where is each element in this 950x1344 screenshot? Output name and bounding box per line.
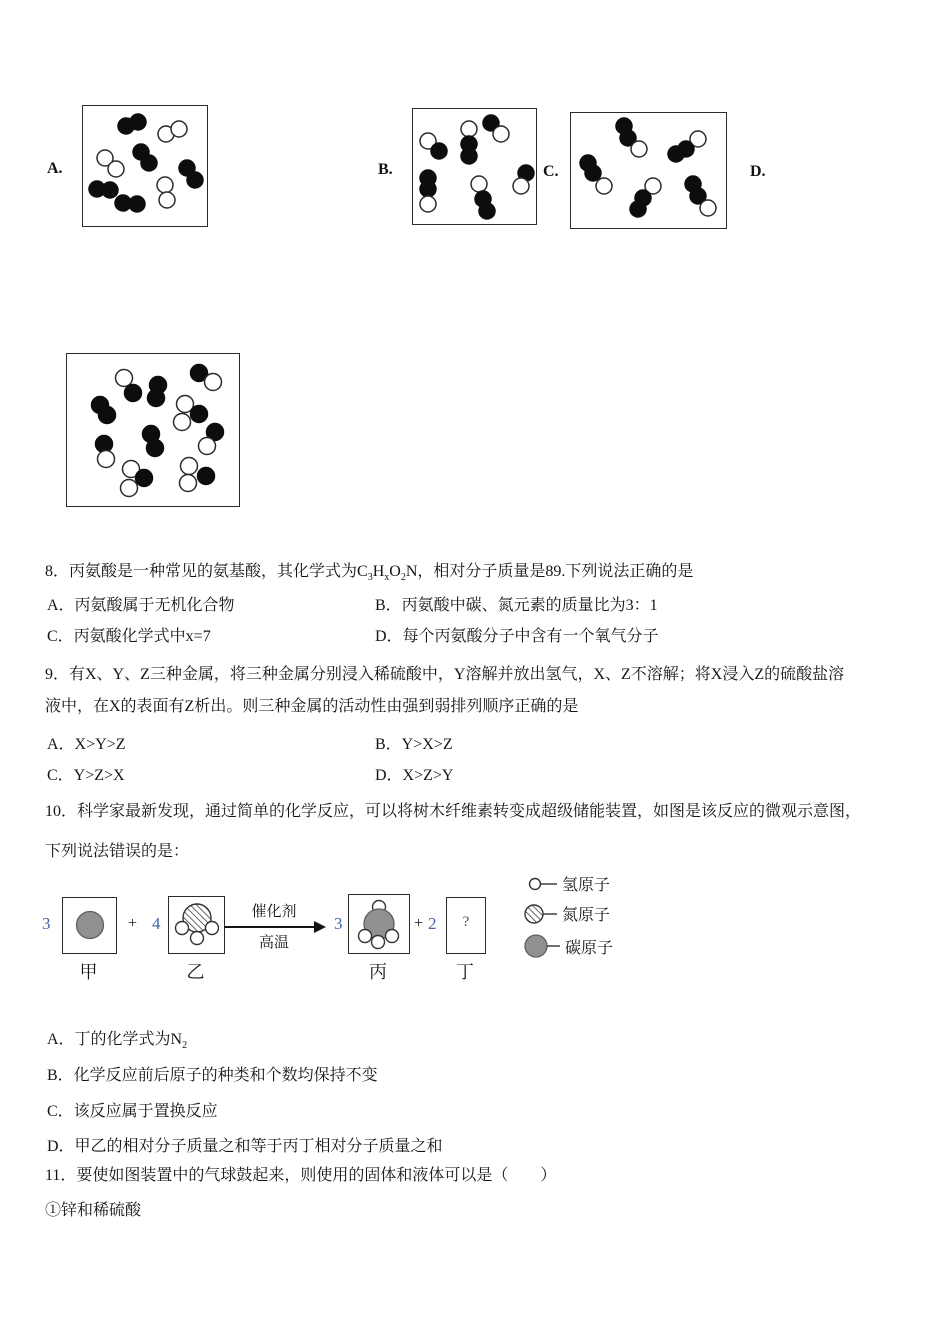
legend-label-carbon: 碳原子 bbox=[565, 939, 614, 957]
plus-sign-2: + bbox=[414, 915, 424, 932]
legend-label-hydrogen: 氢原子 bbox=[562, 877, 611, 894]
hydrogen-atom-icon bbox=[527, 876, 559, 892]
q8-option-d: D．每个丙氨酸分子中含有一个氧气分子 bbox=[375, 628, 659, 645]
choice-label-a: A. bbox=[47, 160, 63, 177]
carbon-molecule-icon bbox=[63, 898, 116, 953]
q8-option-c: C．丙氨酸化学式中x=7 bbox=[47, 628, 211, 645]
q8-option-b: B．丙氨酸中碳、氮元素的质量比为3：1 bbox=[375, 597, 658, 614]
particle-box-c bbox=[570, 112, 727, 229]
methane-molecule-icon bbox=[349, 895, 409, 953]
arrow-condition-bottom: 高温 bbox=[258, 935, 289, 951]
particle-box-b bbox=[412, 108, 537, 225]
coefficient-bing: 3 bbox=[334, 914, 343, 933]
q9-stem-line2: 液中，在X的表面有Z析出。则三种金属的活动性由强到弱排列顺序正确的是 bbox=[45, 698, 579, 715]
unknown-substance-mark: ? bbox=[462, 914, 470, 930]
q8-option-a: A．丙氨酸属于无机化合物 bbox=[47, 597, 235, 614]
arrow-condition-top: 催化剂 bbox=[251, 904, 297, 920]
plus-sign-1: + bbox=[128, 915, 138, 932]
q9-option-b: B．Y>X>Z bbox=[375, 736, 453, 753]
product-bing-box bbox=[348, 894, 410, 954]
product-ding-box bbox=[446, 897, 486, 954]
legend-row-carbon bbox=[524, 934, 613, 958]
carbon-atom-icon bbox=[524, 934, 562, 958]
q9-option-c: C．Y>Z>X bbox=[47, 767, 125, 784]
legend-row-hydrogen bbox=[527, 872, 610, 895]
q10-option-d: D．甲乙的相对分子质量之和等于丙丁相对分子质量之和 bbox=[47, 1138, 443, 1155]
nitrogen-atom-icon bbox=[524, 904, 559, 924]
choice-label-c: C. bbox=[543, 163, 559, 180]
coefficient-yi: 4 bbox=[152, 914, 161, 933]
choice-label-d: D. bbox=[750, 163, 766, 180]
q10-option-a: A．丁的化学式为$N_2$ bbox=[47, 1031, 188, 1052]
legend-row-nitrogen bbox=[524, 902, 610, 925]
q10-option-b: B．化学反应前后原子的种类和个数均保持不变 bbox=[47, 1067, 378, 1084]
reactant-jia-box bbox=[62, 897, 117, 954]
particle-box-a bbox=[82, 105, 208, 227]
reactant-yi-box bbox=[168, 896, 225, 954]
q11-stem: 11．要使如图装置中的气球鼓起来，则使用的固体和液体可以是（ ） bbox=[45, 1167, 557, 1184]
coefficient-jia: 3 bbox=[42, 914, 51, 933]
particle-box-d bbox=[66, 353, 240, 507]
legend-label-nitrogen: 氮原子 bbox=[562, 907, 611, 924]
label-ding: 丁 bbox=[456, 962, 474, 982]
q10-stem-line2: 下列说法错误的是： bbox=[45, 843, 190, 860]
q8-stem: 8．丙氨酸是一种常见的氨基酸，其化学式为$C_3H_xO_2N$，相对分子质量是89.下列说法正确的是 bbox=[45, 563, 694, 584]
label-jia: 甲 bbox=[79, 962, 98, 982]
q9-stem-line1: 9．有X、Y、Z三种金属，将三种金属分别浸入稀硫酸中，Y溶解并放出氢气，X、Z不溶解；将X浸入Z的硫酸盐溶 bbox=[45, 666, 845, 683]
label-yi: 乙 bbox=[186, 962, 205, 982]
q9-option-a: A．X>Y>Z bbox=[47, 736, 126, 753]
ammonia-molecule-icon bbox=[169, 897, 224, 953]
label-bing: 丙 bbox=[369, 962, 387, 982]
q11-item1: ①锌和稀硫酸 bbox=[45, 1202, 142, 1219]
choice-label-b: B. bbox=[378, 161, 393, 178]
q10-option-c: C．该反应属于置换反应 bbox=[47, 1103, 218, 1120]
q10-stem-line1: 10．科学家最新发现，通过简单的化学反应，可以将树木纤维素转变成超级储能装置，如图是该反应的微观示意图， bbox=[45, 803, 862, 820]
q9-option-d: D．X>Z>Y bbox=[375, 767, 454, 784]
coefficient-ding: 2 bbox=[428, 914, 437, 933]
